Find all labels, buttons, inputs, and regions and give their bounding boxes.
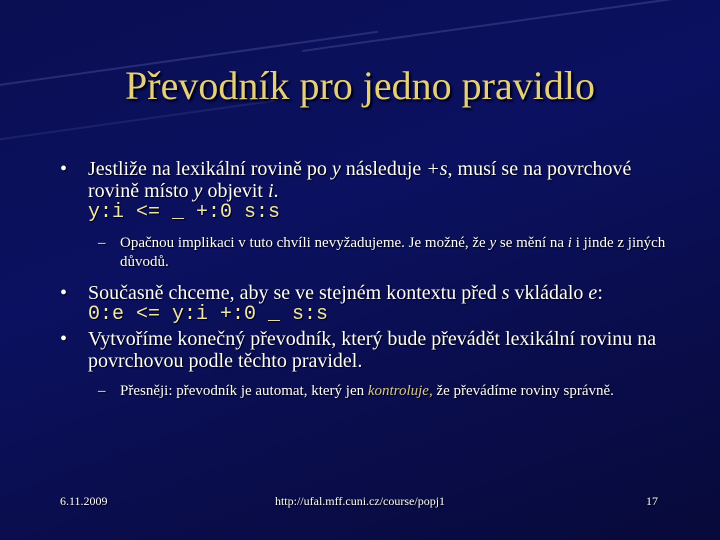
rule-code: 0:e <= y:i +:0 _ s:s — [88, 303, 329, 326]
slide-content — [60, 158, 680, 401]
dash-icon: – — [98, 235, 106, 251]
page-number: 17 — [646, 494, 658, 508]
bullet-item: • Současně chceme, aby se ve stejném kontextu před s vkládalo e: 0:e <= y:i +:0 _ s:s — [60, 282, 680, 326]
decor-streak — [302, 0, 720, 52]
bullet-item: • Vytvoříme konečný převodník, který bude převádět lexikální rovinu na povrchovou podle těchto pravidel. — [60, 328, 657, 372]
footer-date: 6.11.2009 — [60, 494, 108, 508]
footer-url: http://ufal.mff.cuni.cz/course/popj1 — [274, 494, 446, 508]
bullet-item: • Jestliže na lexikální rovině po y následuje +s, musí se na povrchové rovině místo y objevit i. y:i <= _ +:0 s:s — [60, 158, 680, 224]
slide-title: Převodník pro jedno pravidlo — [125, 63, 595, 108]
bullet-icon: • — [60, 282, 68, 304]
sub-bullet-item: – Opačnou implikaci v tuto chvíli nevyžadujeme. Je možné, že y se mění na i i jinde z jiných důvodů. — [98, 235, 666, 270]
bullet-icon: • — [60, 158, 68, 180]
sub-bullet-item: – Přesněji: převodník je automat, který jen kontroluje, že převádíme roviny správně. — [98, 383, 614, 399]
rule-code: y:i <= _ +:0 s:s — [88, 201, 281, 224]
bullet-icon: • — [60, 328, 68, 350]
dash-icon: – — [98, 383, 106, 399]
